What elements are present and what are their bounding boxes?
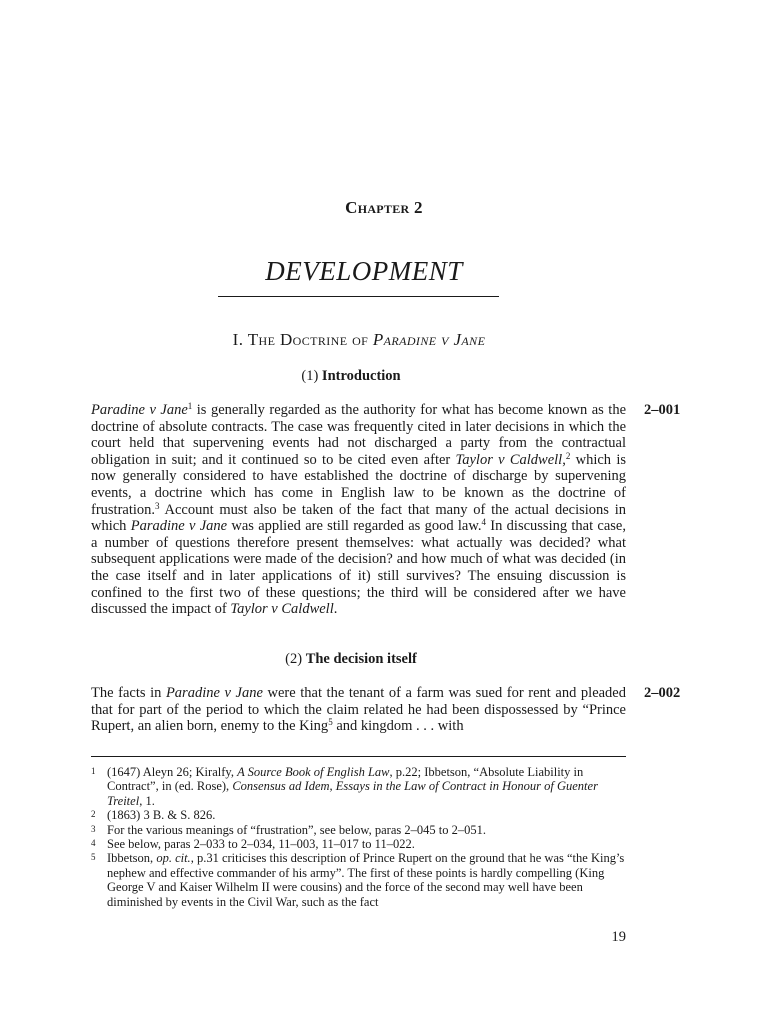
footnote	[91, 765, 626, 808]
footnotes	[91, 765, 626, 909]
text-run: , p.31 criticises this description of Prince Rupert on the ground that he was “the King’s nephew and effective commander of his army”. The first of these points is hardly compelling (King George V and Kaiser Wilhelm II were cousins) and the force of the second may well have been diminished by events in the Civil War, such as the fact	[107, 851, 625, 909]
text-run: which is now generally considered to have established the doctrine of discharge by supervening events, a doctrine which has come in English law to be known as the doctrine of frustration.	[91, 451, 627, 518]
text-run: Ibbetson,	[107, 851, 157, 866]
footnote-text	[107, 808, 626, 822]
italic-text: Consensus ad Idem, Essays in the Law of Contract in Honour of Guenter Treitel	[107, 779, 598, 808]
text-run: ,	[562, 451, 566, 468]
footnote	[91, 823, 626, 837]
subsection-title: The decision itself	[305, 651, 417, 667]
footnote-reference: 2	[565, 450, 571, 461]
page-number: 19	[611, 929, 626, 945]
paragraph-number: 2–001	[644, 402, 681, 418]
text-run: For the various meanings of “frustration”, see below, paras 2–045 to 2–051.	[107, 822, 486, 837]
italic-text: Paradine v Jane	[91, 402, 188, 418]
text-run: .	[333, 601, 338, 618]
text-run: Account must also be taken of the fact that many of the actual decisions in which	[91, 501, 626, 535]
paragraph-number: 2–002	[644, 685, 681, 701]
footnote-reference: 5	[328, 717, 333, 728]
text-run: (1647) Aleyn 26; Kiralfy,	[107, 765, 238, 779]
footnote-reference: 3	[155, 500, 160, 511]
italic-text: Paradine v Jane	[165, 685, 263, 701]
italic-text: Paradine v Jane	[130, 518, 228, 535]
footnote-text	[107, 823, 626, 837]
section-numeral: I.	[232, 330, 244, 349]
chapter-label: Chapter 2	[345, 198, 423, 217]
section-heading-case: Paradine v Jane	[372, 330, 486, 349]
paragraph-2-002	[91, 685, 626, 735]
text-run: The facts in	[91, 685, 166, 701]
text-run: is generally regarded as the authority for what has become known as the doctrine of absolute contracts. The case was frequently cited in later decisions in which the court held that supervening events had not discharged a party from the contractual obligation in suit; and it continued so to be cited even after	[91, 402, 626, 468]
footnote	[91, 837, 626, 851]
footnote-reference: 1	[187, 401, 193, 411]
text-run: In discussing that case, a number of questions therefore present themselves: what actually was decided? what subsequent applications were made of the decision? and how much of what was decided (in the case itself and in later applications of it) still survives? The ensuing discussion is confined to the first two of these questions; the third will be considered after we have discussed the impact of	[91, 518, 626, 618]
chapter-title: DEVELOPMENT	[265, 256, 463, 286]
text-run: and kingdom . . . with	[332, 718, 464, 735]
section-heading	[0, 330, 718, 350]
italic-text: op. cit.	[156, 851, 191, 866]
footnote-number: 3	[91, 823, 96, 834]
text-run: , p.22; Ibbetson, “Absolute Liability in Contract”, in (ed. Rose),	[107, 765, 584, 794]
text-run: , 1.	[139, 793, 155, 808]
footnote-number: 5	[91, 852, 96, 863]
italic-text: Taylor v Caldwell	[230, 601, 334, 618]
footnote	[91, 851, 626, 909]
footnote-text	[107, 837, 626, 851]
text-run: were that the tenant of a farm was sued for rent and pleaded that for part of the period to which the claim related he had been dispossessed by “Prince Rupert, an alien born, enemy to the King	[91, 685, 626, 735]
subsection-title: Introduction	[321, 368, 401, 384]
text-run: was applied are still regarded as good law.	[227, 518, 482, 535]
italic-text: A Source Book of English Law	[237, 765, 390, 779]
section-heading-main: The Doctrine of	[247, 330, 369, 349]
text-run: See below, paras 2–033 to 2–034, 11–003, 11–017 to 11–022.	[107, 837, 415, 852]
footnote-reference: 4	[481, 517, 487, 528]
footnote-text	[107, 765, 626, 808]
italic-text: Taylor v Caldwell	[455, 451, 563, 468]
subsection-heading-introduction	[0, 368, 702, 385]
footnote-number: 1	[91, 766, 96, 776]
footnote-number: 2	[91, 809, 96, 820]
footnote-text	[107, 851, 626, 909]
footnote-rule	[91, 756, 626, 757]
title-rule	[218, 296, 499, 297]
subsection-number: (1)	[301, 368, 319, 384]
text-run: (1863) 3 B. & S. 826.	[107, 808, 216, 823]
footnote	[91, 808, 626, 822]
subsection-heading-decision	[0, 651, 702, 668]
footnote-number: 4	[91, 838, 96, 849]
subsection-number: (2)	[285, 651, 303, 667]
paragraph-2-001	[91, 402, 626, 618]
